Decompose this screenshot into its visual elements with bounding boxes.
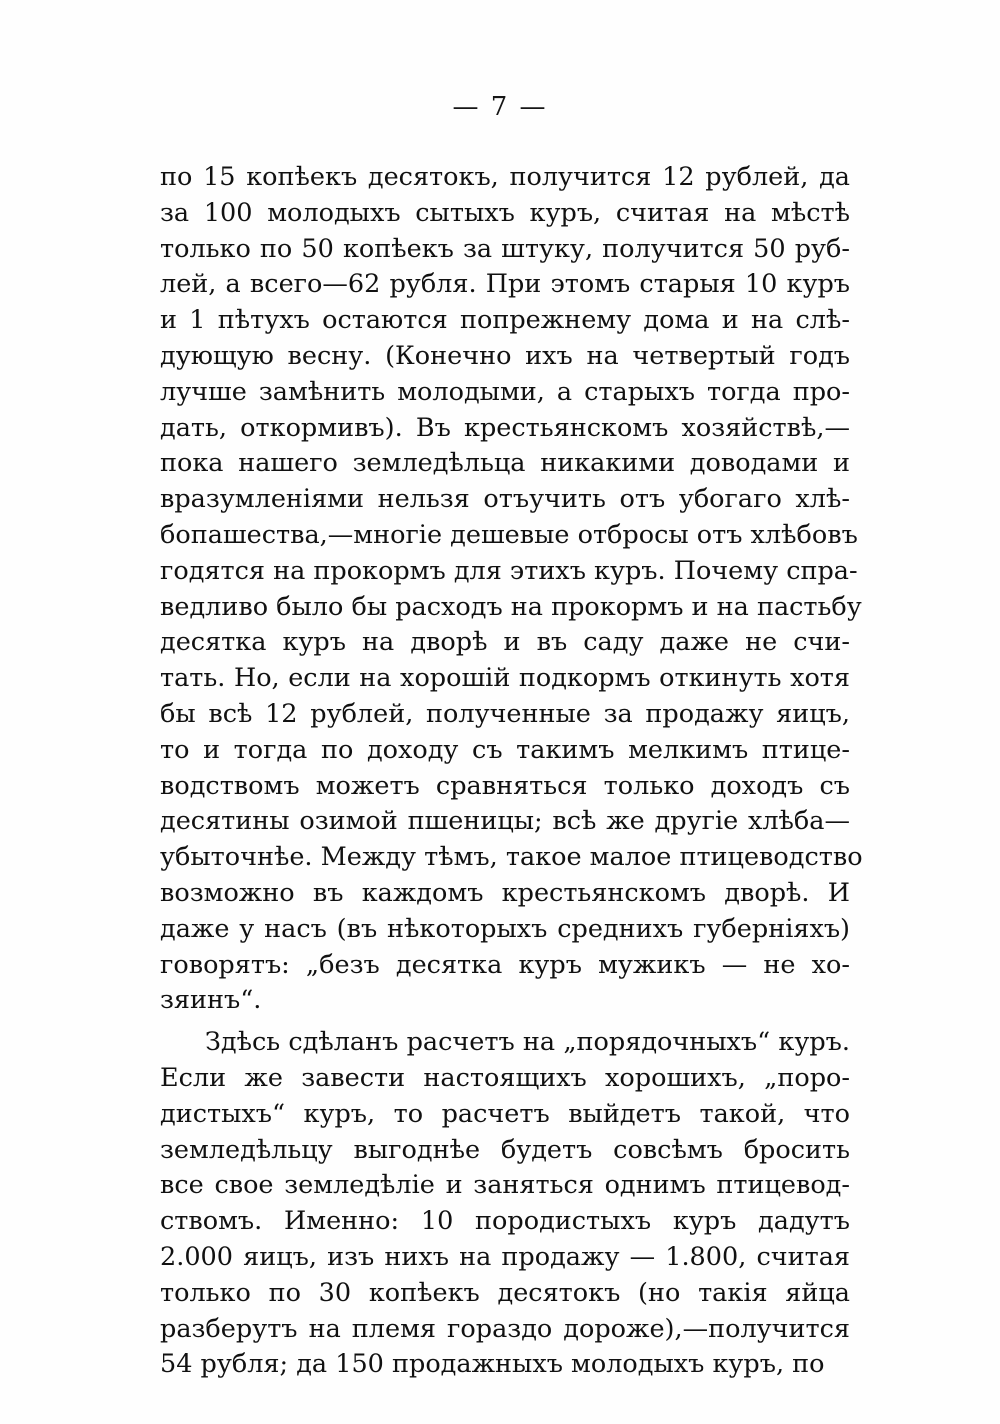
paragraph — [160, 1025, 850, 1383]
text-line: разберутъ на племя гораздо дороже),—получится — [160, 1313, 850, 1344]
text-line: только по 30 копѣекъ десятокъ (но такія яйца — [160, 1277, 850, 1308]
text-line: Здѣсь сдѣланъ расчетъ на „порядочныхъ“ куръ. — [205, 1027, 850, 1058]
text-line: то и тогда по доходу съ такимъ мелкимъ птице- — [160, 734, 850, 765]
text-line: бы всѣ 12 рублей, полученные за продажу яицъ, — [160, 698, 850, 729]
page-number: — 7 — — [452, 92, 548, 122]
text-line: пока нашего земледѣльца никакими доводами и — [160, 448, 850, 479]
text-line: зяинъ“. — [160, 985, 262, 1016]
text-line: Если же завести настоящихъ хорошихъ, „поро- — [160, 1062, 850, 1093]
text-line: даже у насъ (въ нѣкоторыхъ среднихъ губерніяхъ) — [160, 913, 850, 944]
text-line: лучше замѣнить молодыми, а старыхъ тогда про- — [160, 376, 850, 407]
text-line: по 15 копѣекъ десятокъ, получится 12 рублей, да — [160, 162, 850, 192]
text-line: дистыхъ“ куръ, то расчетъ выйдетъ такой, что — [160, 1098, 850, 1129]
text-line: дать, откормивъ). Въ крестьянскомъ хозяйствѣ,— — [160, 412, 850, 443]
text-line: годятся на прокормъ для этихъ куръ. Почему спра- — [160, 555, 858, 586]
text-line: десятка куръ на дворѣ и въ саду даже не счи- — [160, 627, 850, 658]
text-line: дующую весну. (Конечно ихъ на четвертый годъ — [160, 340, 850, 371]
text-line: земледѣльцу выгоднѣе будетъ совсѣмъ бросить — [160, 1134, 850, 1165]
text-line: возможно въ каждомъ крестьянскомъ дворѣ. И — [160, 877, 850, 908]
text-line: говорятъ: „безъ десятка куръ мужикъ — не хо- — [160, 949, 850, 980]
text-line: все свое земледѣліе и заняться однимъ птицевод- — [160, 1170, 850, 1201]
text-line: только по 50 копѣекъ за штуку, получится 50 руб- — [160, 233, 850, 264]
page-text — [160, 160, 863, 1383]
text-line: бопашества,—многіе дешевые отбросы отъ хлѣбовъ — [160, 519, 858, 550]
text-line: убыточнѣе. Между тѣмъ, такое малое птицеводство — [160, 842, 863, 873]
text-line: 2.000 яицъ, изъ нихъ на продажу — 1.800, считая — [160, 1241, 850, 1272]
text-line: вразумленіями нельзя отъучить отъ убогаго хлѣ- — [160, 484, 850, 515]
text-line: лей, а всего—62 рубля. При этомъ старыя 10 куръ — [160, 269, 850, 300]
text-line: водствомъ можетъ сравняться только доходъ съ — [160, 770, 850, 801]
text-line: 54 рубля; да 150 продажныхъ молодыхъ куръ, по — [160, 1349, 825, 1380]
text-line: тать. Но, если на хорошій подкормъ откинуть хотя — [160, 663, 850, 694]
text-line: за 100 молодыхъ сытыхъ куръ, считая на мѣстѣ — [160, 197, 850, 228]
text-line: ствомъ. Именно: 10 породистыхъ куръ дадутъ — [160, 1206, 850, 1237]
text-line: ведливо было бы расходъ на прокормъ и на пастьбу — [160, 591, 862, 622]
text-line: десятины озимой пшеницы; всѣ же другіе хлѣба— — [160, 806, 850, 837]
text-line: и 1 пѣтухъ остаются попрежнему дома и на слѣ- — [160, 305, 850, 336]
paragraph — [160, 160, 863, 1019]
